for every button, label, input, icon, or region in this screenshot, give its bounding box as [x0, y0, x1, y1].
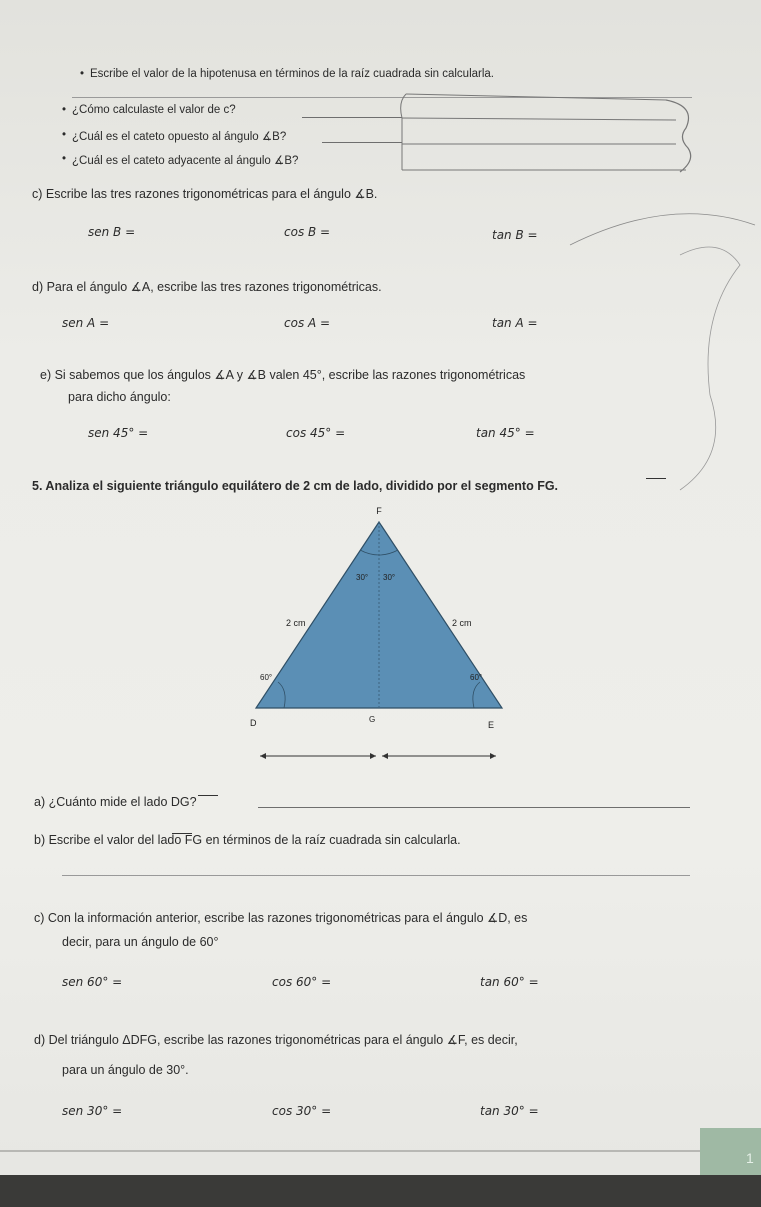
- question-5c-cont: decir, para un ángulo de 60°: [62, 935, 219, 949]
- vertex-d: D: [250, 718, 257, 728]
- sen-45: sen 45° =: [88, 426, 149, 440]
- section-e-label: e) Si sabemos que los ángulos ∡A y ∡B valen 45°, escribe las razones trigonométricas: [40, 368, 526, 382]
- angle-label-top-left: 30°: [356, 573, 369, 582]
- tan-30: tan 30° =: [480, 1104, 539, 1118]
- foot-g: G: [369, 715, 376, 724]
- sen-a: sen A =: [62, 316, 110, 330]
- question-5d: d) Del triángulo ΔDFG, escribe las razones trigonométricas para el ángulo ∡F, es decir,: [34, 1033, 518, 1047]
- angle-label-right: 60°: [470, 673, 483, 682]
- cos-45: cos 45° =: [286, 426, 346, 440]
- sen-30: sen 30° =: [62, 1104, 123, 1118]
- section-c-label: c) Escribe las tres razones trigonométricas para el ángulo ∡B.: [32, 187, 378, 201]
- overline-fg: [646, 478, 666, 479]
- side-label-right: 2 cm: [452, 618, 472, 628]
- cos-60: cos 60° =: [272, 975, 332, 989]
- sen-60: sen 60° =: [62, 975, 123, 989]
- question-opposite-leg: • ¿Cuál es el cateto opuesto al ángulo ∡B?: [62, 129, 287, 143]
- question-5b: b) Escribe el valor del lado FG en términos de la raíz cuadrada sin calcularla.: [34, 833, 461, 847]
- question-5-title: 5. Analiza el siguiente triángulo equilátero de 2 cm de lado, dividido por el segmento FG.: [32, 479, 559, 493]
- page-number: 1: [746, 1150, 754, 1166]
- page-edge: [0, 1150, 761, 1152]
- overline-fg: [172, 833, 192, 834]
- cos-a: cos A =: [284, 316, 331, 330]
- question-5a: a) ¿Cuánto mide el lado DG?: [34, 795, 197, 809]
- question-5c: c) Con la información anterior, escribe las razones trigonométricas para el ángulo ∡D, es: [34, 911, 528, 925]
- bullet-hypotenuse: • Escribe el valor de la hipotenusa en términos de la raíz cuadrada sin calcularla.: [80, 68, 494, 80]
- overline-dg: [198, 795, 218, 796]
- background-surface: [0, 1175, 761, 1207]
- section-e-label-cont: para dicho ángulo:: [68, 390, 171, 404]
- angle-label-left: 60°: [260, 673, 273, 682]
- question-adjacent-leg: • ¿Cuál es el cateto adyacente al ángulo ∡B?: [62, 153, 299, 167]
- answer-line: [322, 142, 402, 143]
- side-label-left: 2 cm: [286, 618, 306, 628]
- question-how-c: • ¿Cómo calculaste el valor de c?: [62, 104, 236, 116]
- question-5d-cont: para un ángulo de 30°.: [62, 1063, 189, 1077]
- cos-30: cos 30° =: [272, 1104, 332, 1118]
- tan-45: tan 45° =: [476, 426, 535, 440]
- equilateral-triangle-figure: [240, 500, 530, 770]
- answer-line: [302, 117, 402, 118]
- cos-b: cos B =: [284, 225, 331, 239]
- tan-a: tan A =: [492, 316, 538, 330]
- sen-b: sen B =: [88, 225, 136, 239]
- tan-60: tan 60° =: [480, 975, 539, 989]
- vertex-f: F: [376, 506, 382, 516]
- answer-brackets: [396, 88, 706, 180]
- answer-line: [258, 807, 690, 808]
- tan-b: tan B =: [492, 228, 538, 242]
- angle-label-top-right: 30°: [383, 573, 396, 582]
- pencil-arc: [560, 195, 760, 495]
- vertex-e: E: [488, 720, 495, 730]
- answer-line: [62, 875, 690, 876]
- section-d-label: d) Para el ángulo ∡A, escribe las tres razones trigonométricas.: [32, 280, 382, 294]
